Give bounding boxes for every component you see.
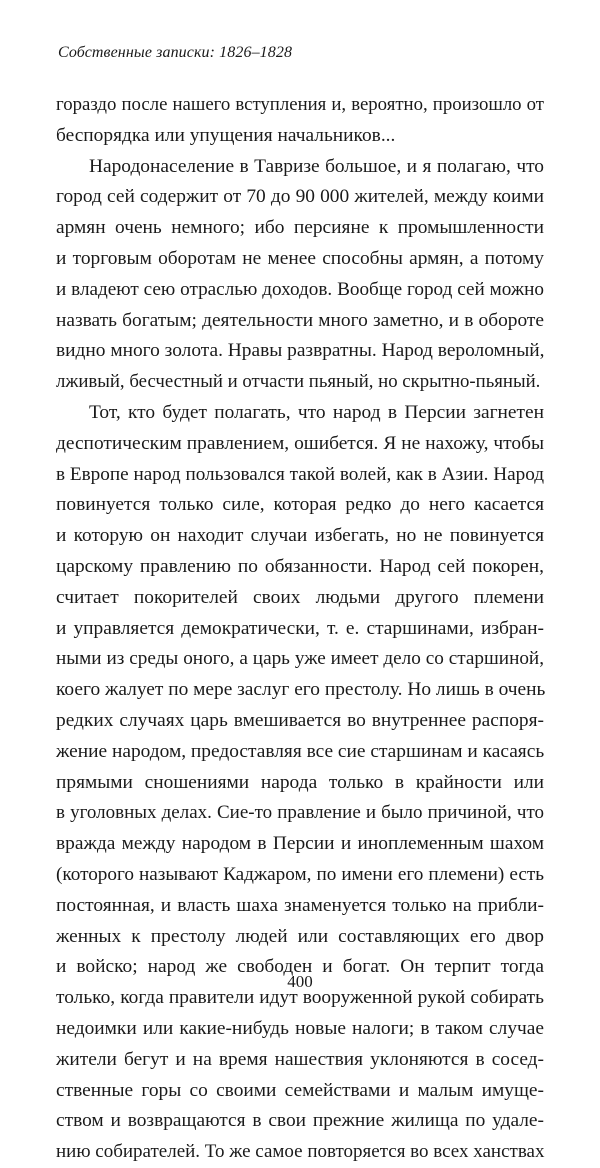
text-line: армян очень немного; ибо персияне к промышленности xyxy=(56,217,544,239)
text-line: беспорядка или упущения начальников... xyxy=(56,124,396,146)
page-number: 400 xyxy=(287,972,313,991)
text-line: нию собирателей. То же самое повторяется во всех ханствах xyxy=(56,1141,545,1163)
text-line: гораздо после нашего вступления и, вероятно, произошло от xyxy=(56,94,544,115)
text-line: только, когда правители идут вооруженной рукой собирать xyxy=(56,987,544,1009)
text-line: и которую он находит случаи избегать, но не повинуется xyxy=(56,525,544,547)
text-line: считает покорителей своих людьми другого племени xyxy=(56,586,544,608)
text-line: Народонаселение в Тавризе большое, и я полагаю, что xyxy=(89,155,544,177)
text-line: жение народом, предоставляя все сие старшинам и касаясь xyxy=(56,740,545,762)
body-text xyxy=(56,90,544,1168)
text-line: коего жалует по мере заслуг его престолу. Но лишь в очень xyxy=(56,679,546,701)
text-line: Тот, кто будет полагать, что народ в Персии загнетен xyxy=(89,401,544,423)
text-line: женных к престолу людей или составляющих его двор xyxy=(56,925,544,947)
text-line: ными из среды оного, а царь уже имеет дело со старшиной, xyxy=(56,648,544,670)
text-line: город сей содержит от 70 до 90 000 жителей, между коими xyxy=(56,186,544,208)
text-line: лживый, бесчестный и отчасти пьяный, но скрытно-пьяный. xyxy=(56,371,541,393)
text-line: и торговым оборотам не менее способны армян, а потому xyxy=(56,247,544,269)
text-line: жители бегут и на время нашествия уклоняются в сосед- xyxy=(56,1048,544,1070)
text-line: прямыми сношениями народа только в крайности или xyxy=(56,771,544,793)
text-line: и управляется демократически, т. е. старшинами, избран- xyxy=(56,617,544,639)
text-line: царскому правлению по обязанности. Народ сей покорен, xyxy=(56,555,544,577)
text-line: деспотическим правлением, ошибется. Я не нахожу, чтобы xyxy=(56,432,544,454)
text-line: назвать богатым; деятельности много заметно, и в обороте xyxy=(56,309,544,331)
text-line: ством и возвращаются в свои прежние жилища по удале- xyxy=(56,1110,544,1132)
running-head: Собственные записки: 1826–1828 xyxy=(58,44,293,61)
text-line: и войско; народ же свободен и богат. Он терпит тогда xyxy=(56,956,544,978)
text-line: вражда между народом в Персии и иноплеменным шахом xyxy=(56,833,544,855)
text-line: ственные горы со своими семействами и малым имуще- xyxy=(56,1079,544,1101)
text-line: в Европе народ пользовался такой волей, как в Азии. Народ xyxy=(56,463,544,485)
text-line: постоянная, и власть шаха знаменуется только на прибли- xyxy=(56,894,544,916)
text-line: в уголовных делах. Сие-то правление и было причиной, что xyxy=(56,802,544,824)
text-line: и владеют сею отраслью доходов. Вообще город сей можно xyxy=(56,278,544,300)
text-line: редких случаях царь вмешивается во внутреннее распоря- xyxy=(56,709,544,731)
text-line: видно много золота. Нравы развратны. Народ вероломный, xyxy=(56,340,545,362)
text-line: повинуется только силе, которая редко до него касается xyxy=(56,494,544,516)
text-line: недоимки или какие-нибудь новые налоги; в таком случае xyxy=(56,1017,544,1039)
text-line: (которого называют Каджаром, по имени его племени) есть xyxy=(56,863,544,885)
